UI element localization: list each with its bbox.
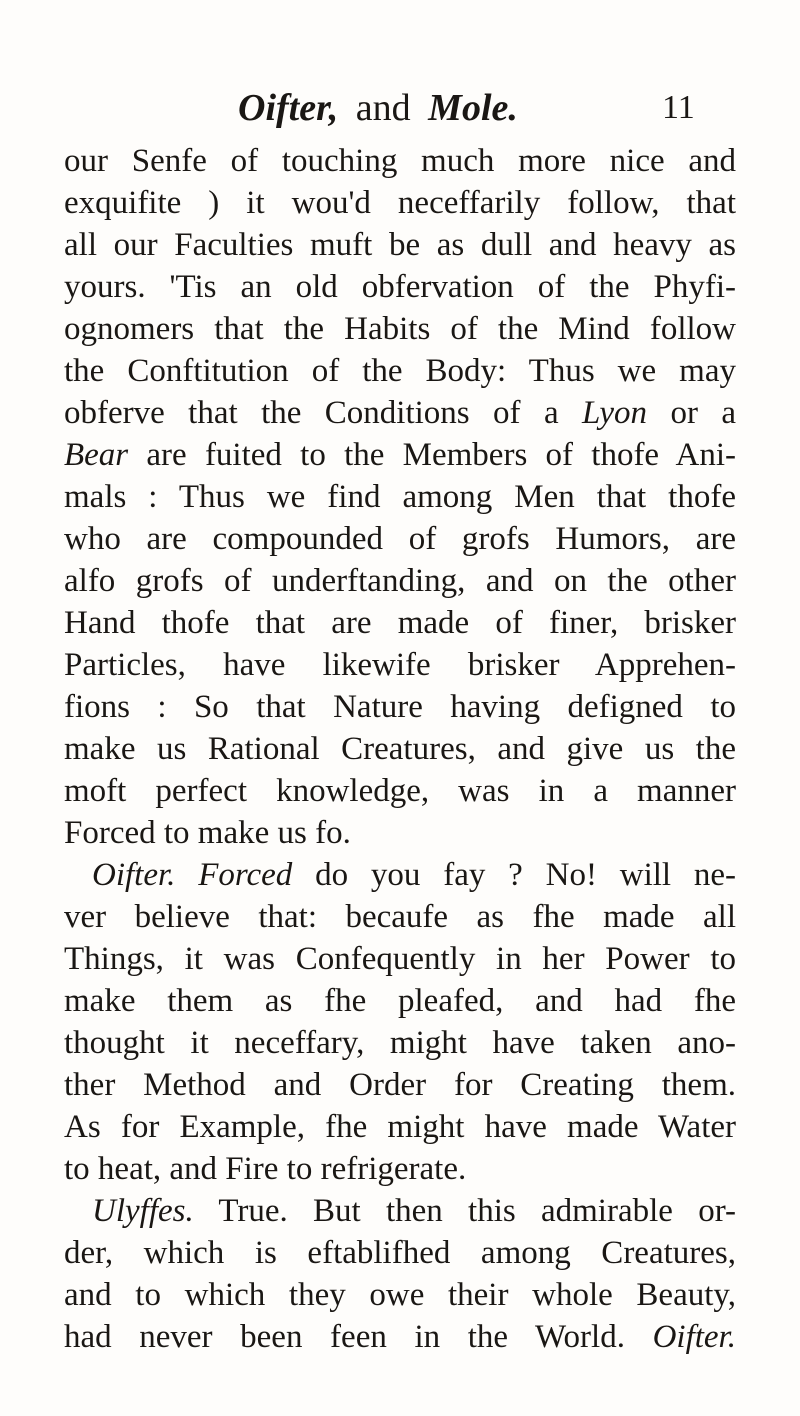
text-line: our Senfe of touching much more nice and [64,143,736,179]
text-segment: obferve that the Conditions of a [64,395,559,431]
italic-word-bear: Bear [64,437,129,473]
text-line: thought it neceffary, might have taken ano- [64,1025,736,1061]
running-head [238,78,798,138]
text-line: make us Rational Creatures, and give us the [64,731,736,767]
text-line: and to which they owe their whole Beauty, [64,1277,736,1313]
text-line: Forced to make us fo. [64,815,351,851]
text-line [64,1316,736,1358]
text-segment: True. But then this admirable or- [218,1193,736,1229]
text-line: exquifite ) it wou'd neceffarily follow, that [64,185,736,221]
text-segment: do you fay ? No! will ne- [315,857,736,893]
text-line: As for Example, fhe might have made Water [64,1109,736,1145]
running-head-left-title: Oifter, [238,87,339,129]
text-line: to heat, and Fire to refrigerate. [64,1151,467,1187]
text-line: Hand thofe that are made of finer, brisker [64,605,736,641]
body-text [0,140,800,1410]
text-line: fions : So that Nature having defigned to [64,689,736,725]
text-line: ther Method and Order for Creating them. [64,1067,736,1103]
text-line: Particles, have likewife brisker Apprehen- [64,647,736,683]
speaker-oifter: Oifter. [92,857,176,893]
catchword: Oifter. [652,1319,736,1355]
text-line [92,854,736,896]
text-line: alfo grofs of underftanding, and on the other [64,563,736,599]
text-segment: are fuited to the Members of thofe Ani- [146,437,736,473]
text-line [64,392,736,434]
running-head-right-title: Mole. [428,87,518,129]
text-line: who are compounded of grofs Humors, are [64,521,736,557]
italic-word-lyon: Lyon [582,395,648,431]
text-line: make them as fhe pleafed, and had fhe [64,983,736,1019]
text-line [92,1190,736,1232]
text-line: ver believe that: becaufe as fhe made all [64,899,736,935]
running-head-and: and [355,87,411,129]
text-line: the Conftitution of the Body: Thus we may [64,353,736,389]
text-line: yours. 'Tis an old obfervation of the Phyfi- [64,269,736,305]
text-line [64,434,736,476]
page-number: 11 [662,89,695,126]
text-line: moft perfect knowledge, was in a manner [64,773,736,809]
text-line: der, which is eftablifhed among Creatures, [64,1235,736,1271]
speaker-ulyffes: Ulyffes. [92,1193,194,1229]
italic-word-forced: Forced [198,857,293,893]
text-line: ognomers that the Habits of the Mind follow [64,311,736,347]
text-line: all our Faculties muft be as dull and heavy as [64,227,736,263]
text-segment: had never been feen in the World. [64,1319,625,1355]
text-line: Things, it was Confequently in her Power to [64,941,736,977]
text-line: mals : Thus we find among Men that thofe [64,479,736,515]
text-segment: or a [670,395,736,431]
